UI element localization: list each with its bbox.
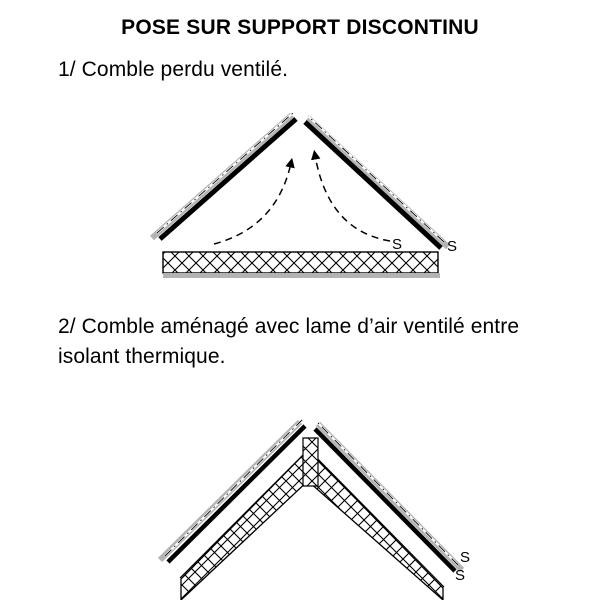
insulation-hatched-slab — [163, 252, 440, 278]
air-gap-right — [309, 442, 448, 587]
ridge-insulation — [303, 438, 318, 486]
caption-figure-2: 2/ Comble aménagé avec lame d’air ventilé entre isolant thermique. — [58, 315, 520, 369]
label-s-right: S — [447, 238, 458, 255]
page-title: POSE SUR SUPPORT DISCONTINU — [121, 16, 479, 39]
insulation-hatched-right — [309, 451, 443, 600]
air-gap-left — [176, 438, 312, 578]
label-s-bottom: S — [455, 567, 466, 584]
figure-2 — [0, 390, 600, 600]
figure-2-svg — [0, 390, 600, 600]
figure-1-svg — [0, 95, 600, 295]
figure-1 — [0, 95, 600, 295]
label-s-left: S — [392, 236, 403, 253]
label-s-top: S — [460, 549, 471, 566]
caption-figure-1: 1/ Comble perdu ventilé. — [58, 58, 289, 81]
